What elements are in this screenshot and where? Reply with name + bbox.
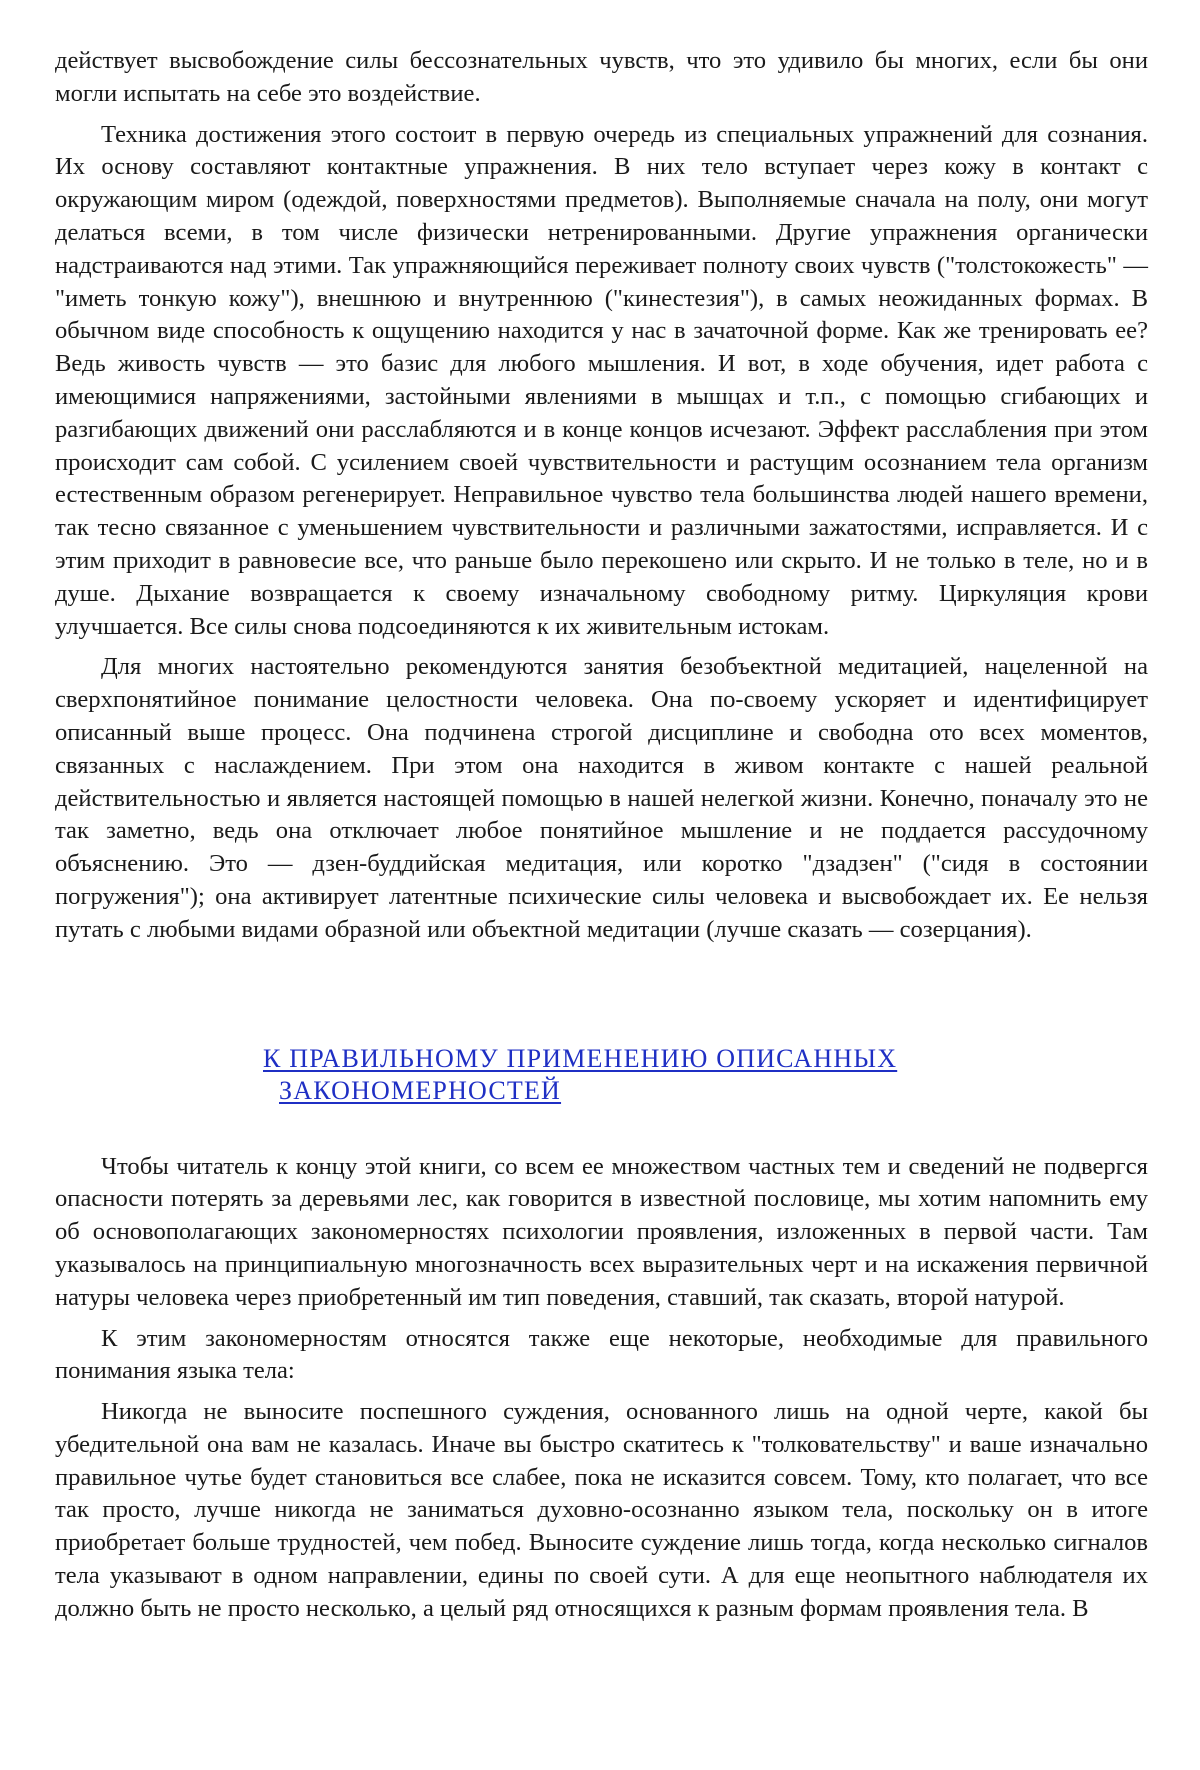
section-heading-line-2: ЗАКОНОМЕРНОСТЕЙ: [55, 1075, 1148, 1107]
paragraph-contact-exercises: Техника достижения этого состоит в первую очередь из специальных упражнений для сознания. Их основу составляют контактные упражнения. В них тело вступает через кожу в контакт с окружающим миром (одеждой, поверхностями предметов). Выполняемые сначала на полу, они могут делаться всеми, в том числе физически нетренированными. Другие упражнения органически надстраиваются над этими. Так упражняющийся переживает полноту своих чувств ("толстокожесть" — "иметь тонкую кожу"), внешнюю и внутреннюю ("кинестезия"), в самых неожиданных формах. В обычном виде способность к ощущению находится у нас в зачаточной форме. Как же тренировать ее? Ведь живость чувств — это базис для любого мышления. И вот, в ходе обучения, идет работа с имеющимися напряжениями, застойными явлениями в мышцах и т.п., с помощью сгибающих и разгибающих движений они расслабляются и в конце концов исчезают. Эффект расслабления при этом происходит сам собой. С усилением своей чувствительности и растущим осознанием тела организм естественным образом регенерирует. Неправильное чувство тела большинства людей нашего времени, так тесно связанное с уменьшением чувствительности и различными зажатостями, исправляется. И с этим приходит в равновесие все, что раньше было перекошено или скрыто. И не только в теле, но и в душе. Дыхание возвращается к своему изначальному свободному ритму. Циркуляция крови улучшается. Все силы снова подсоединяются к их живительным истокам.: [55, 119, 1148, 644]
paragraph-regularities: К этим закономерностям относятся также еще некоторые, необходимые для правильного понимания языка тела:: [55, 1323, 1148, 1389]
paragraph-reader-reminder: Чтобы читатель к концу этой книги, со всем ее множеством частных тем и сведений не подвергся опасности потерять за деревьями лес, как говорится в известной пословице, мы хотим напомнить ему об основополагающих закономерностях психологии проявления, изложенных в первой части. Там указывалось на принципиальную многозначность всех выразительных черт и на искажения первичной натуры человека через приобретенный им тип поведения, ставший, так сказать, второй натурой.: [55, 1151, 1148, 1315]
paragraph-meditation: Для многих настоятельно рекомендуются занятия безобъектной медитацией, нацеленной на сверхпонятийное понимание целостности человека. Она по-своему ускоряет и идентифицирует описанный выше процесс. Она подчинена строгой дисциплине и свободна ото всех моментов, связанных с наслаждением. При этом она находится в живом контакте с нашей реальной действительностью и является настоящей помощью в нашей нелегкой жизни. Конечно, поначалу это не так заметно, ведь она отключает любое понятийное мышление и не поддается рассудочному объяснению. Это — дзен-буддийская медитация, или коротко "дзадзен" ("сидя в состоянии погружения"); она активирует латентные психические силы человека и высвобождает их. Ее нельзя путать с любыми видами образной или объектной медитации (лучше сказать — созерцания).: [55, 651, 1148, 946]
section-heading-link[interactable]: [55, 1043, 1148, 1107]
document-page: [55, 45, 1148, 1634]
paragraph-continuation: действует высвобождение силы бессознательных чувств, что это удивило бы многих, если бы они могли испытать на себе это воздействие.: [55, 45, 1148, 111]
section-heading-line-1: К ПРАВИЛЬНОМУ ПРИМЕНЕНИЮ ОПИСАННЫХ: [55, 1043, 1148, 1075]
paragraph-hasty-judgement: Никогда не выносите поспешного суждения, основанного лишь на одной черте, какой бы убедительной она вам не казалась. Иначе вы быстро скатитесь к "толковательству" и ваше изначально правильное чутье будет становиться все слабее, пока не исказится совсем. Тому, кто полагает, что все так просто, лучше никогда не заниматься духовно-осознанно языком тела, поскольку он в итоге приобретает больше трудностей, чем побед. Выносите суждение лишь тогда, когда несколько сигналов тела указывают в одном направлении, едины по своей сути. А для еще неопытного наблюдателя их должно быть не просто несколько, а целый ряд относящихся к разным формам проявления тела. В: [55, 1396, 1148, 1626]
